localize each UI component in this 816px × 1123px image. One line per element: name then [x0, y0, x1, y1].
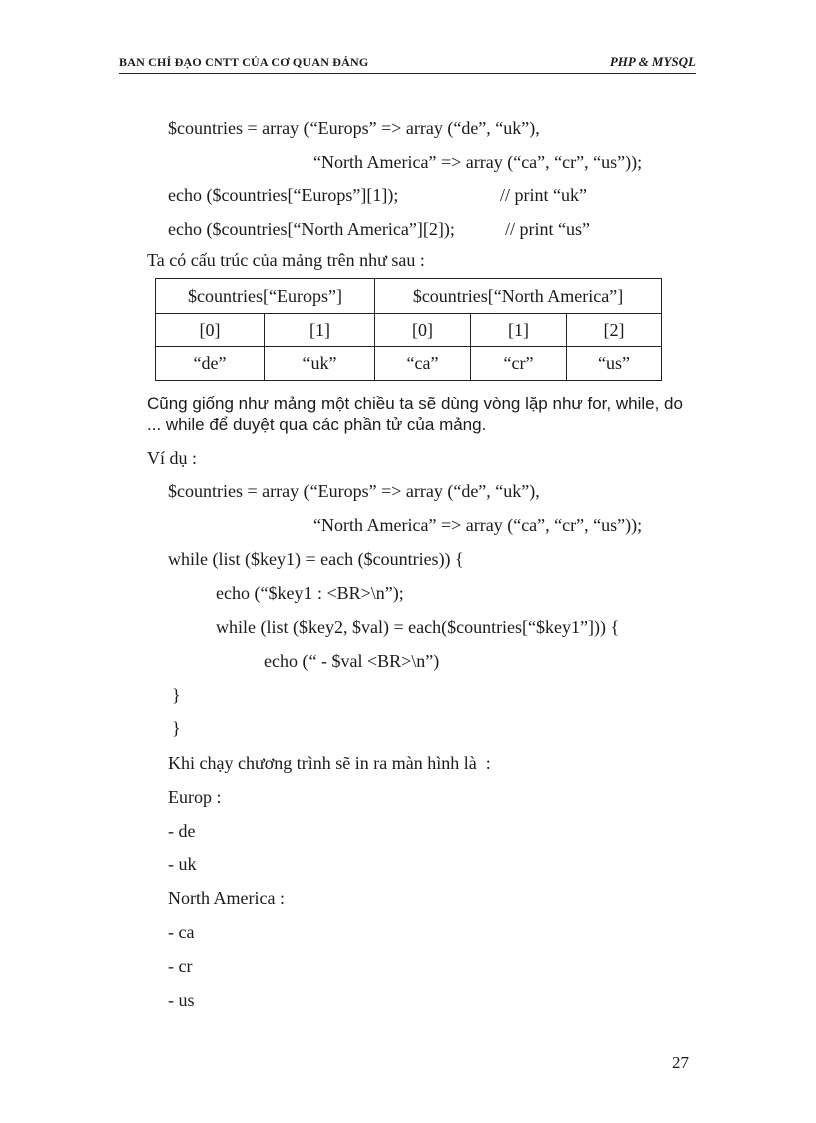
table-row: [156, 347, 662, 381]
paragraph-line: Cũng giống như mảng một chiều ta sẽ dùng vòng lặp như for, while, do: [147, 394, 683, 413]
paragraph-line: ... while để duyệt qua các phần tử của mảng.: [147, 415, 487, 434]
code-line: while (list ($key2, $val) = each($countries[“$key1”])) {: [216, 617, 620, 637]
example-label: Ví dụ :: [147, 448, 198, 468]
table-index-cell: [0]: [375, 314, 471, 347]
code-line: “North America” => array (“ca”, “cr”, “us”));: [313, 152, 643, 172]
output-line: - uk: [168, 854, 197, 874]
code-line: echo (“ - $val <BR>\n”): [264, 651, 440, 671]
code-comment: // print “uk”: [500, 185, 587, 205]
table-index-cell: [2]: [567, 314, 662, 347]
code-line: }: [172, 718, 181, 738]
table-value-cell: “ca”: [375, 347, 471, 381]
table-group-header: $countries[“Europs”]: [156, 279, 375, 314]
code-line: echo ($countries[“North America”][2]);: [168, 219, 455, 239]
output-line: - cr: [168, 956, 193, 976]
table-index-cell: [1]: [471, 314, 567, 347]
table-row: [156, 314, 662, 347]
page-number: 27: [672, 1053, 689, 1072]
code-line: “North America” => array (“ca”, “cr”, “us”));: [313, 515, 643, 535]
output-line: - us: [168, 990, 195, 1010]
output-line: North America :: [168, 888, 285, 908]
code-line: while (list ($key1) = each ($countries)) {: [168, 549, 464, 569]
output-line: - ca: [168, 922, 195, 942]
code-line: $countries = array (“Europs” => array (“de”, “uk”),: [168, 118, 540, 138]
page-header: [119, 53, 696, 74]
code-line: }: [172, 685, 181, 705]
array-structure-table: [155, 278, 662, 381]
table-value-cell: “de”: [156, 347, 265, 381]
table-value-cell: “uk”: [265, 347, 375, 381]
code-line: echo ($countries[“Europs”][1]);: [168, 185, 399, 205]
header-subject: PHP & MYSQL: [609, 54, 696, 69]
table-index-cell: [0]: [156, 314, 265, 347]
table-group-header: $countries[“North America”]: [375, 279, 662, 314]
intro-text: Ta có cấu trúc của mảng trên như sau :: [147, 250, 425, 270]
table-value-cell: “cr”: [471, 347, 567, 381]
output-line: Europ :: [168, 787, 222, 807]
code-line: echo (“$key1 : <BR>\n”);: [216, 583, 404, 603]
code-line: $countries = array (“Europs” => array (“de”, “uk”),: [168, 481, 540, 501]
output-line: - de: [168, 821, 196, 841]
table-value-cell: “us”: [567, 347, 662, 381]
table-row: [156, 279, 662, 314]
table-index-cell: [1]: [265, 314, 375, 347]
output-intro: Khi chạy chương trình sẽ in ra màn hình là :: [168, 753, 491, 773]
code-comment: // print “us”: [505, 219, 590, 239]
header-title: BAN CHỈ ĐẠO CNTT CỦA CƠ QUAN ĐẢNG: [119, 55, 369, 69]
